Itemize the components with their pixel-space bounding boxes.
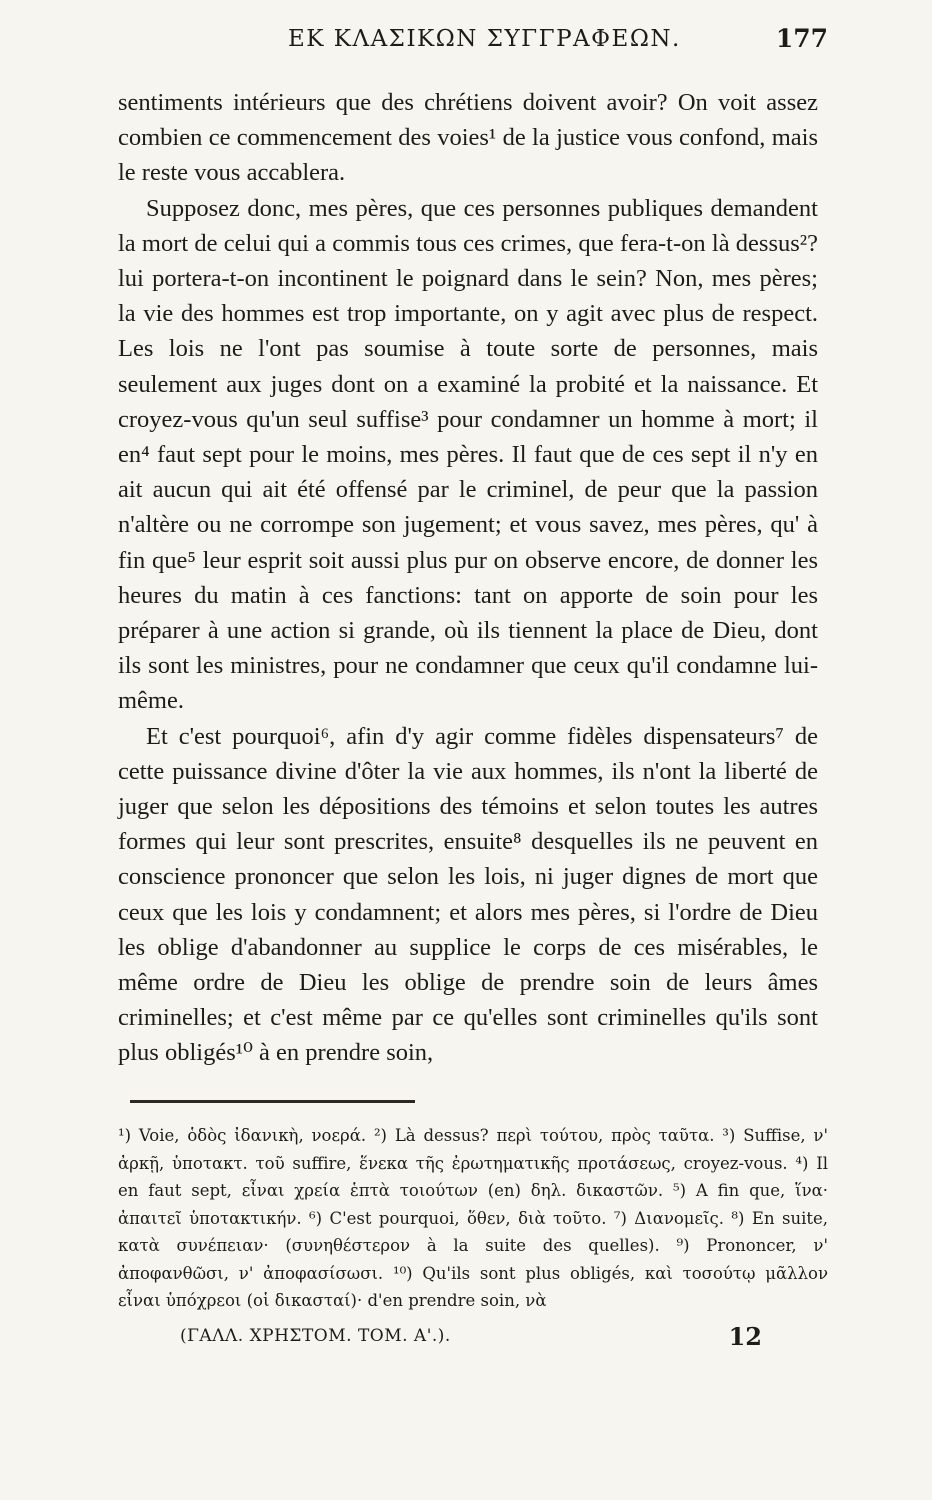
paragraph: Supposez donc, mes pères, que ces personnes publiques demandent la mort de celui qui a commis tous ces crimes, que fera-t-on là dessus²? lui portera-t-on incontinent le poignard dans le sein? Non, mes pères; la vie des hommes est trop importante, on y agit avec plus de respect. Les lois ne l'ont pas soumise à toute sorte de personnes, mais seulement aux juges dont on a examiné la probité et la naissance. Et croyez-vous qu'un seul suffise³ pour condamner un homme à mort; il en⁴ faut sept pour le moins, mes pères. Il faut que de ces sept il n'y en ait aucun qui ait été offensé par le criminel, de peur que la passion n'altère ou ne corrompe son jugement; et vous savez, mes pères, qu' à fin que⁵ leur esprit soit aussi plus pur on observe encore, de donner les heures du matin à ces fanctions: tant on apporte de soin pour les préparer à une action si grande, où ils tiennent la place de Dieu, dont ils sont les ministres, pour ne condamner que ceux qu'il condamne lui-même. [118, 194, 818, 715]
main-text [118, 85, 818, 1071]
footnote-text: ¹) Voie, ὁδὸς ἰδανικὴ, νοερά. ²) Là dessus? περὶ τούτου, πρὸς ταῦτα. ³) Suffise, ν' ἀρκῇ, ὑποτακτ. τοῦ suffire, ἕνεκα τῆς ἐρωτηματικῆς προτάσεως, croyez-vous. ⁴) Il en faut sept, εἶναι χρεία ἑπτὰ τοιούτων (en) δηλ. δικαστῶν. ⁵) A fin que, ἵνα· ἀπαιτεῖ ὑποτακτικήν. ⁶) C'est pourquoi, ὅθεν, διὰ τοῦτο. ⁷) Διανομεῖς. ⁸) En suite, κατὰ συνέπειαν· (συνηθέστερον à la suite des quelles). ⁹) Prononcer, ν' ἀποφανθῶσι, ν' ἀποφασίσωσι. ¹⁰) Qu'ils sont plus obligés, καὶ τοσούτῳ μᾶλλον εἶναι ὑπόχρεοι (οἱ δικασταί)· d'en prendre soin, νὰ [118, 1126, 828, 1310]
footnote-rule [130, 1100, 415, 1103]
footnotes [118, 1122, 828, 1315]
running-head: ΕΚ ΚΛΑΣΙΚΩΝ ΣΥΓΓΡΑΦΕΩΝ. [288, 26, 681, 52]
page-header [118, 24, 828, 64]
signature-mark: 12 [728, 1322, 762, 1351]
paragraph: sentiments intérieurs que des chrétiens doivent avoir? On voit assez combien ce commencement des voies¹ de la justice vous confond, mais le reste vous accablera. [118, 89, 818, 187]
page-footer [180, 1322, 762, 1352]
imprint-line: (ΓΑΛΛ. ΧΡΗΣΤΟΜ. ΤΟΜ. Α'.). [180, 1326, 451, 1346]
paragraph: Et c'est pourquoi⁶, afin d'y agir comme fidèles dispensateurs⁷ de cette puissance divine d'ôter la vie aux hommes, ils n'ont la liberté de juger que selon les dépositions des témoins et selon toutes les autres formes qui leur sont prescrites, ensuite⁸ desquelles ils ne peuvent en conscience prononcer que selon les lois, ni juger dignes de mort que ceux que les lois y condamnent; et alors mes pères, si l'ordre de Dieu les oblige d'abandonner au supplice le corps de ces misérables, le même ordre de Dieu les oblige de prendre soin de leurs âmes criminelles; et c'est même par ce qu'elles sont criminelles qu'ils sont plus obligés¹⁰ à en prendre soin, [118, 722, 818, 1067]
page-number: 177 [775, 24, 828, 53]
